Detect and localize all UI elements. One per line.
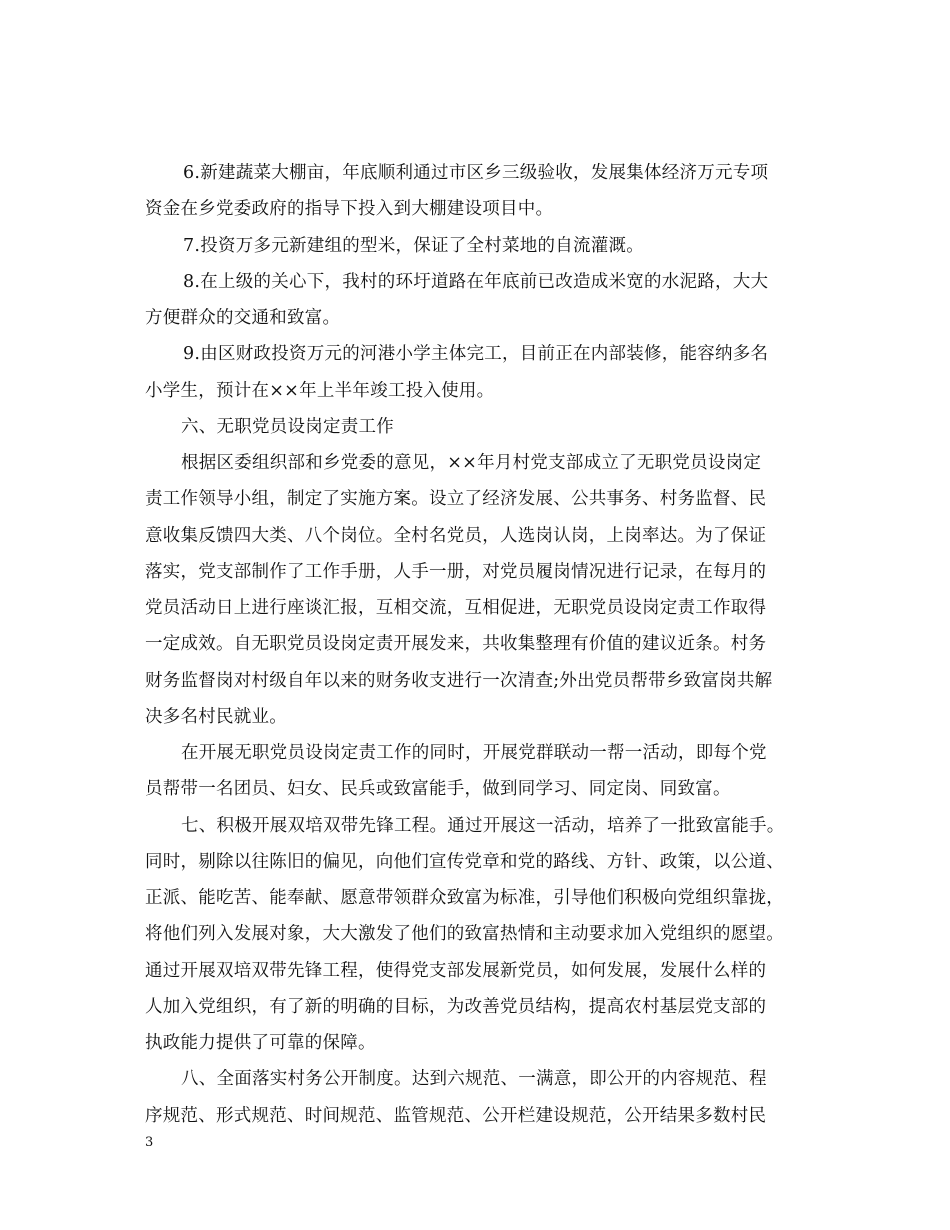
paragraph-line: 序规范、形式规范、时间规范、监管规范、公开栏建设规范，公开结果多数村民 — [145, 1105, 767, 1126]
paragraph-line: 8.在上级的关心下，我村的环圩道路在年底前已改造成米宽的水泥路，大大 — [183, 271, 769, 292]
paragraph-line: 7.投资万多元新建组的型米，保证了全村菜地的自流灌溉。 — [183, 235, 644, 256]
paragraph-line: 责工作领导小组，制定了实施方案。设立了经济发展、公共事务、村务监督、民 — [145, 489, 767, 510]
paragraph-line: 人加入党组织，有了新的明确的目标，为改善党员结构，提高农村基层党支部的 — [145, 996, 767, 1017]
paragraph-line: 决多名村民就业。 — [145, 706, 287, 727]
paragraph-line: 在开展无职党员设岗定责工作的同时，开展党群联动一帮一活动，即每个党 — [181, 743, 767, 763]
section-heading: 七、积极开展双培双带先锋工程。通过开展这一活动，培养了一批致富能手。 — [181, 815, 785, 836]
paragraph-line: 小学生，预计在××年上半年竣工投入使用。 — [145, 380, 495, 401]
paragraph-line: 根据区委组织部和乡党委的意见，××年月村党支部成立了无职党员设岗定 — [181, 453, 762, 473]
paragraph-line: 执政能力提供了可靠的保障。 — [145, 1033, 376, 1053]
paragraph-line: 党员活动日上进行座谈汇报，互相交流，互相促进，无职党员设岗定责工作取得 — [145, 598, 767, 618]
paragraph-line: 同时，剔除以往陈旧的偏见，向他们宣传党章和党的路线、方针、政策，以公道、 — [145, 851, 784, 872]
paragraph-line: 方便群众的交通和致富。 — [145, 308, 341, 328]
page-number: 3 — [145, 1135, 154, 1150]
paragraph-line: 意收集反馈四大类、八个岗位。全村名党员，人选岗认岗，上岗率达。为了保证 — [145, 525, 767, 546]
paragraph-line: 6.新建蔬菜大棚亩，年底顺利通过市区乡三级验收，发展集体经济万元专项 — [183, 163, 769, 183]
document-body — [145, 155, 810, 1134]
paragraph-line: 一定成效。自无职党员设岗定责开展发来，共收集整理有价值的建议近条。村务 — [145, 634, 767, 655]
paragraph-line: 落实，党支部制作了工作手册，人手一册，对党员履岗情况进行记录，在每月的 — [145, 561, 767, 582]
paragraph-line: 资金在乡党委政府的指导下投入到大棚建设项目中。 — [145, 199, 554, 220]
paragraph-line: 正派、能吃苦、能奉献、愿意带领群众致富为标准，引导他们积极向党组织靠拢， — [145, 888, 784, 908]
section-heading: 八、全面落实村务公开制度。达到六规范、一满意，即公开的内容规范、程 — [181, 1069, 767, 1090]
paragraph-line: 财务监督岗对村级自年以来的财务收支进行一次清查;外出党员帮带乡致富岗共解 — [145, 670, 773, 691]
paragraph-line: 9.由区财政投资万元的河港小学主体完工，目前正在内部装修，能容纳多名 — [183, 344, 769, 365]
paragraph-line: 通过开展双培双带先锋工程，使得党支部发展新党员，如何发展，发展什么样的 — [145, 960, 767, 981]
paragraph-line: 将他们列入发展对象，大大激发了他们的致富热情和主动要求加入党组织的愿望。 — [145, 924, 784, 945]
paragraph-line: 员帮带一名团员、妇女、民兵或致富能手，做到同学习、同定岗、同致富。 — [145, 779, 731, 800]
section-heading: 六、无职党员设岗定责工作 — [181, 416, 394, 437]
